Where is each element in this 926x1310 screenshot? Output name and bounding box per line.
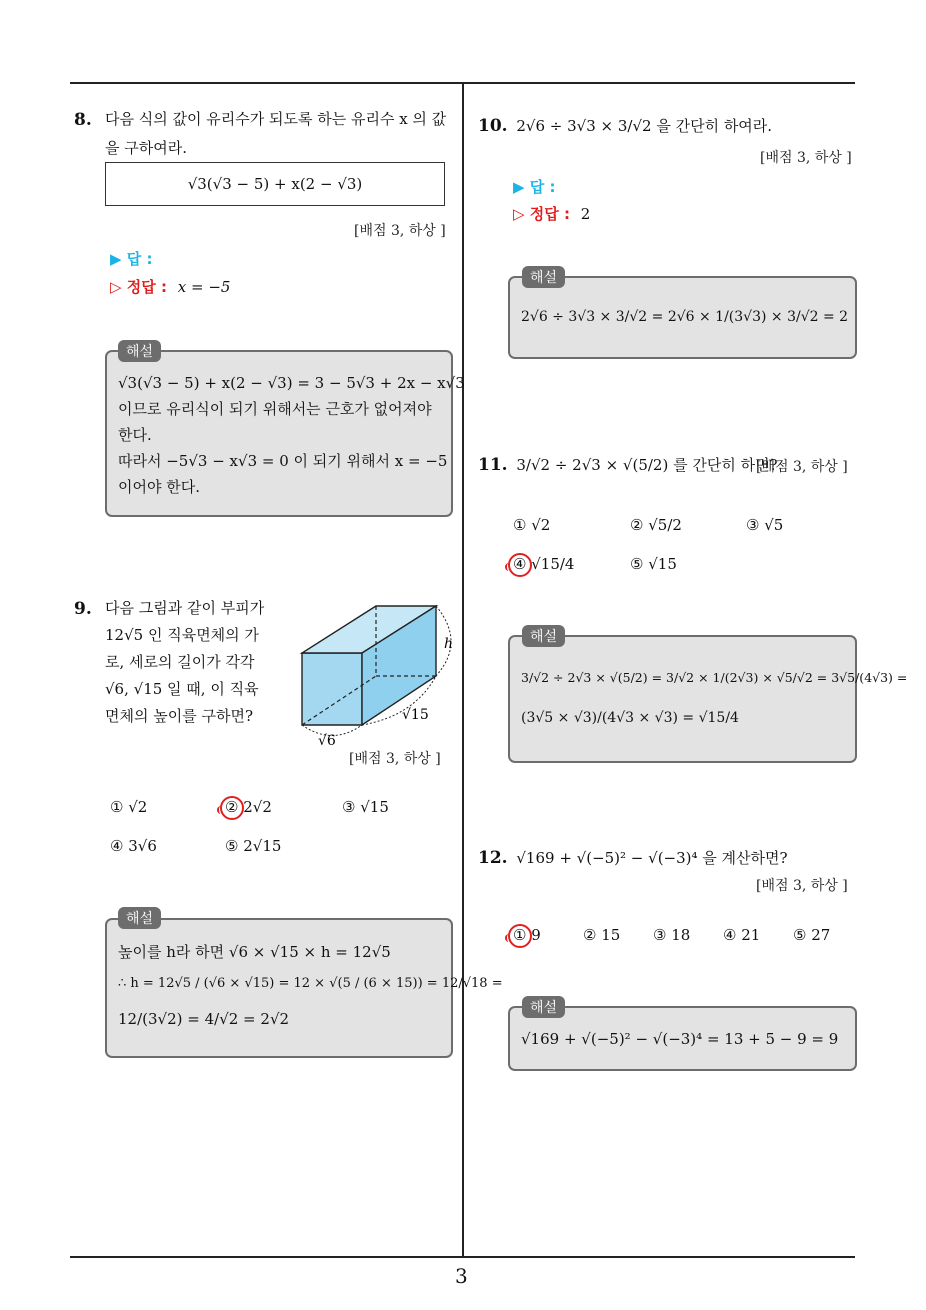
q11-solution-line1: 3/√2 ÷ 2√3 × √(5/2) = 3/√2 × 1/(2√3) × √5/√2 = 3√5/(4√3) = [521, 670, 908, 685]
q10-question [478, 115, 772, 136]
q8-number: 8. [74, 110, 92, 130]
q12-choice-1[interactable]: ① 9 [513, 926, 541, 944]
q9-number: 9. [74, 599, 92, 619]
q12-choice-2[interactable]: ② 15 [583, 926, 621, 944]
q11-choice-3[interactable]: ③ √5 [746, 516, 784, 534]
q8-answer-label[interactable]: ▶ 답 : [110, 250, 153, 268]
q11-solution-tag: 해설 [522, 625, 565, 647]
q9-choice-1[interactable]: ① √2 [110, 798, 148, 816]
q8-correct [110, 276, 230, 297]
q11-solution-line2: (3√5 × √3)/(4√3 × √3) = √15/4 [521, 710, 739, 726]
q8-text-line2: 을 구하여라. [105, 139, 187, 157]
q9-solution-line2: ∴ h = 12√5 / (√6 × √15) = 12 × √(5 / (6 × 15)) = 12/√18 = [118, 976, 503, 991]
q11-solution-box [508, 635, 857, 763]
cuboid-front-face [302, 653, 362, 725]
q11-score: [배점 3, 하상 ] [756, 459, 848, 475]
q12-solution-line: √169 + √(−5)² − √(−3)⁴ = 13 + 5 − 9 = 9 [521, 1030, 839, 1048]
q10-correct [513, 203, 590, 224]
q9-score: [배점 3, 하상 ] [349, 751, 441, 767]
label-width: √6 [318, 733, 336, 749]
q9-choice-3[interactable]: ③ √15 [342, 798, 389, 816]
q9-text-line4: √6, √15 일 때, 이 직육 [105, 680, 259, 698]
q9-choice-5[interactable]: ⑤ 2√15 [225, 837, 282, 855]
q11-choice-2[interactable]: ② √5/2 [630, 516, 682, 534]
q10-solution-line: 2√6 ÷ 3√3 × 3/√2 = 2√6 × 1/(3√3) × 3/√2 = 2 [521, 309, 849, 325]
q9-text-line3: 로, 세로의 길이가 각각 [105, 653, 255, 671]
label-depth: √15 [402, 707, 429, 723]
q8-expression-box: √3(√3 − 5) + x(2 − √3) [105, 162, 445, 206]
q11-number: 11. [478, 455, 508, 475]
q10-correct-label: ▷ 정답 : [513, 205, 570, 223]
q8-score: [배점 3, 하상 ] [354, 223, 446, 239]
q11-text: 3/√2 ÷ 2√3 × √(5/2) 를 간단히 하면? [516, 456, 778, 474]
q8-solution-line3: 한다. [118, 426, 152, 444]
q12-choice-5[interactable]: ⑤ 27 [793, 926, 831, 944]
q8-solution-tag: 해설 [118, 340, 161, 362]
q8-solution-line1: √3(√3 − 5) + x(2 − √3) = 3 − 5√3 + 2x − x√3 [118, 374, 465, 392]
q9-solution-line1: 높이를 h라 하면 √6 × √15 × h = 12√5 [118, 943, 391, 961]
q9-text-line5: 면체의 높이를 구하면? [105, 707, 253, 725]
q12-solution-tag: 해설 [522, 996, 565, 1018]
bottom-rule [70, 1256, 855, 1258]
q8-correct-label: ▷ 정답 : [110, 278, 167, 296]
q12-choice-4[interactable]: ④ 21 [723, 926, 761, 944]
q10-correct-value: 2 [580, 205, 591, 223]
q8-correct-value: x = −5 [177, 278, 231, 296]
q11-question [478, 454, 778, 475]
q12-text: √169 + √(−5)² − √(−3)⁴ 을 계산하면? [516, 849, 788, 867]
q10-score: [배점 3, 하상 ] [760, 150, 852, 166]
q12-question [478, 847, 788, 868]
q11-choice-5[interactable]: ⑤ √15 [630, 555, 677, 573]
q9-text-line2: 12√5 인 직육면체의 가 [105, 626, 259, 644]
q12-choice-3[interactable]: ③ 18 [653, 926, 691, 944]
label-h: h [444, 636, 454, 652]
column-divider [462, 82, 464, 1256]
q8-solution-line2: 이므로 유리식이 되기 위해서는 근호가 없어져야 [118, 400, 432, 418]
q11-choice-4[interactable]: ④ √15/4 [513, 555, 575, 573]
q10-answer-label[interactable]: ▶ 답 : [513, 178, 556, 196]
q9-solution-line3: 12/(3√2) = 4/√2 = 2√2 [118, 1010, 290, 1028]
q9-choice-4[interactable]: ④ 3√6 [110, 837, 157, 855]
q10-text: 2√6 ÷ 3√3 × 3/√2 을 간단히 하여라. [516, 117, 773, 135]
q8-solution-line5: 이어야 한다. [118, 478, 200, 496]
q8-text-line1: 다음 식의 값이 유리수가 되도록 하는 유리수 x 의 값 [105, 110, 447, 128]
q9-choice-2[interactable]: ② 2√2 [225, 798, 272, 816]
q9-cuboid-figure [296, 598, 460, 750]
q10-number: 10. [478, 116, 508, 136]
q12-score: [배점 3, 하상 ] [756, 878, 848, 894]
q12-number: 12. [478, 848, 508, 868]
q11-choice-1[interactable]: ① √2 [513, 516, 551, 534]
q8-solution-line4: 따라서 −5√3 − x√3 = 0 이 되기 위해서 x = −5 [118, 452, 448, 470]
page-number: 3 [455, 1264, 468, 1288]
q9-solution-tag: 해설 [118, 907, 161, 929]
q9-text-line1: 다음 그림과 같이 부피가 [105, 599, 265, 617]
q10-solution-tag: 해설 [522, 266, 565, 288]
